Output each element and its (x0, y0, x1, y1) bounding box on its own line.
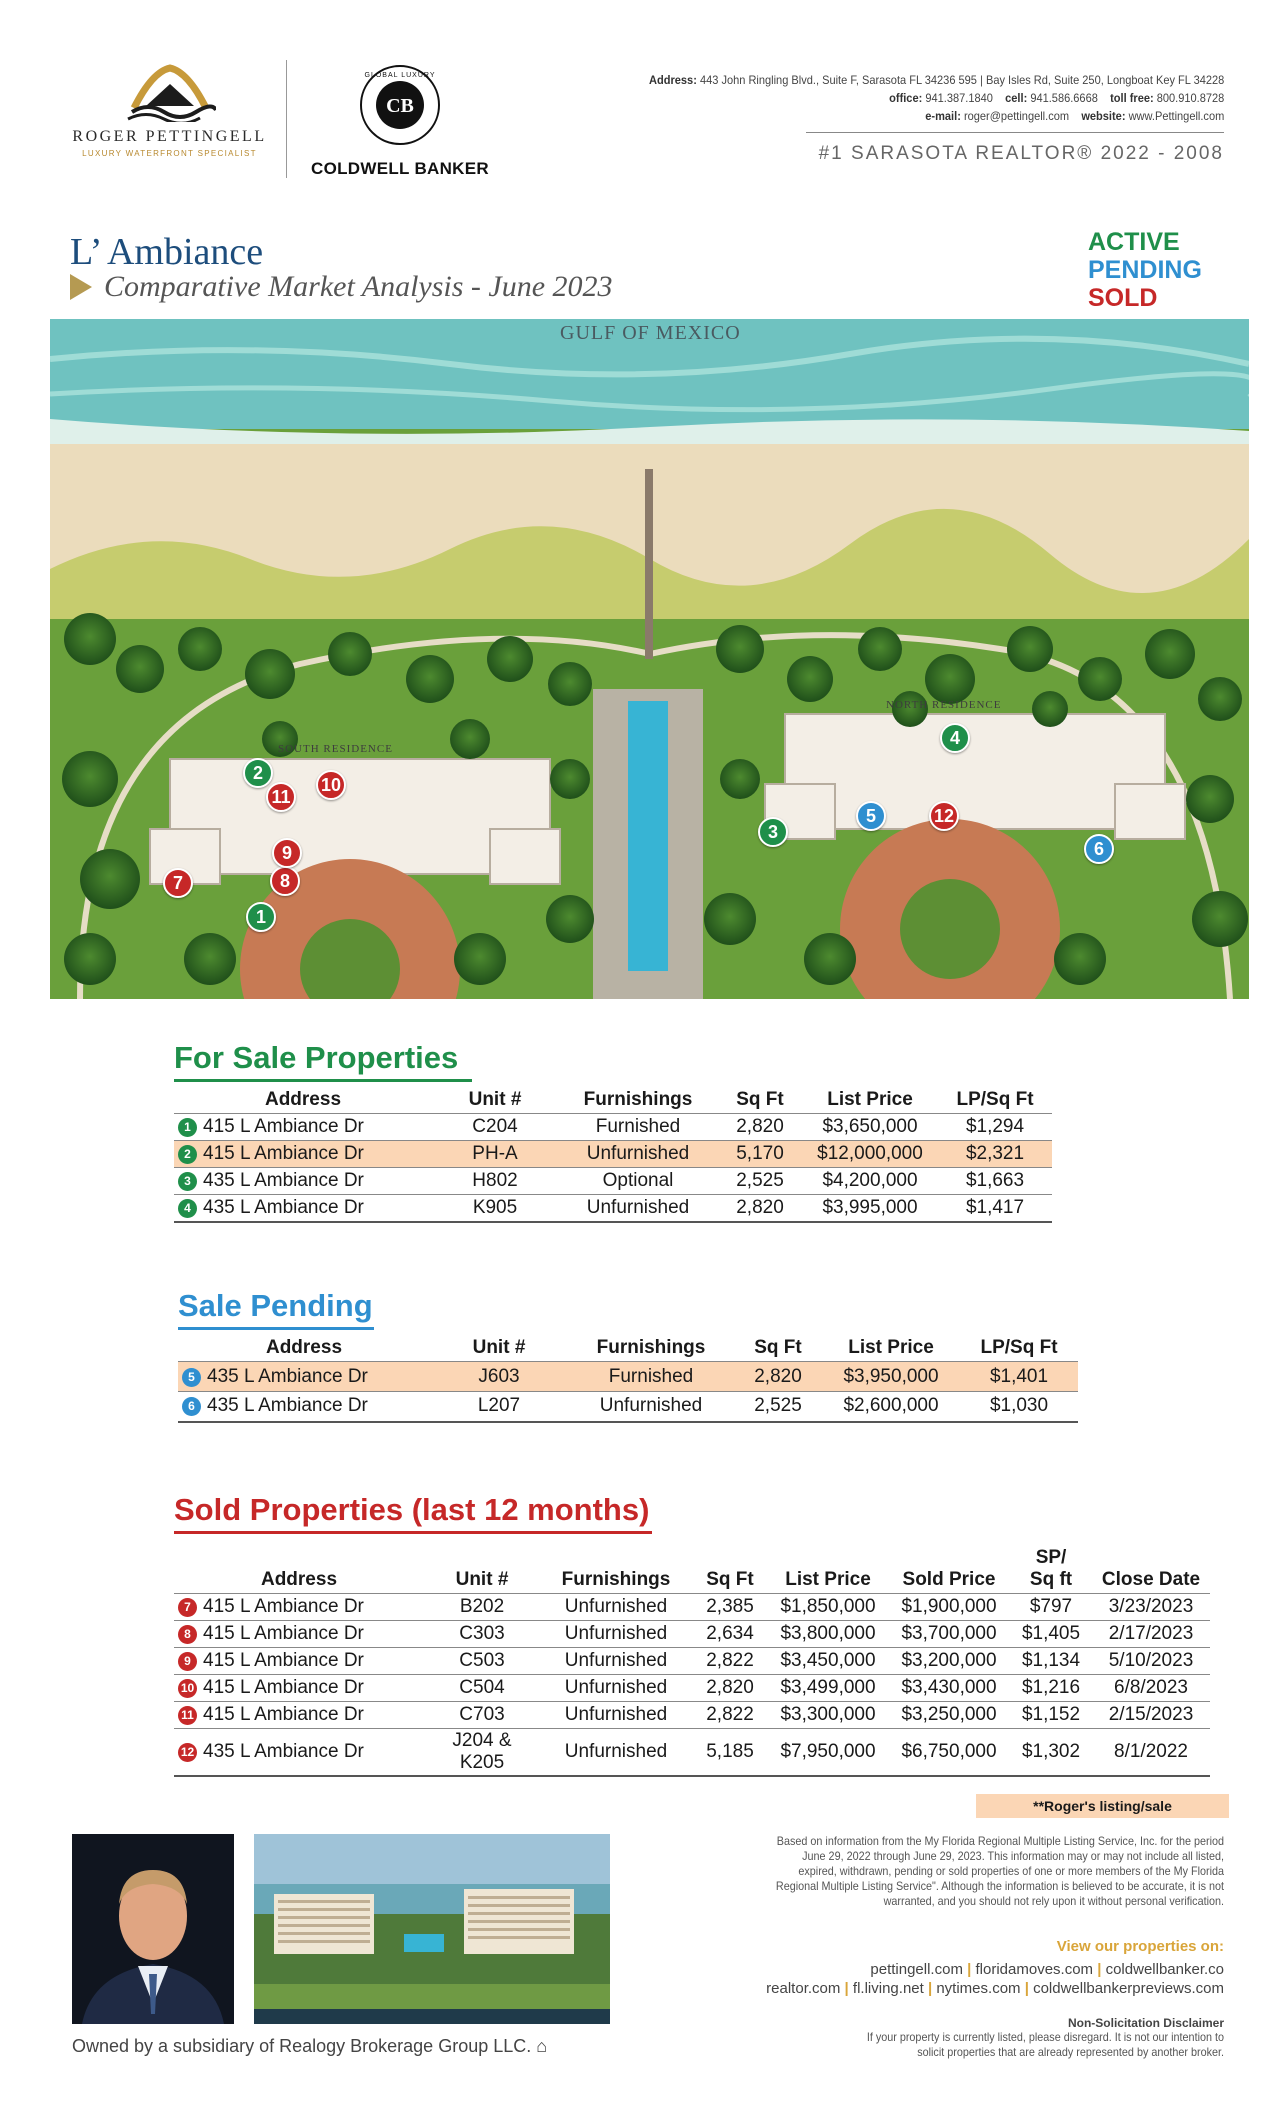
address-text: 435 L Ambiance Dr (207, 1365, 368, 1387)
close-date-cell: 2/15/2023 (1092, 1702, 1210, 1729)
site-plan-map (50, 319, 1249, 999)
col-list-price: List Price (785, 1569, 871, 1590)
logo-divider (286, 60, 287, 178)
col-close-date: Close Date (1101, 1569, 1201, 1590)
header (0, 0, 1280, 200)
south-residence-label: SOUTH RESIDENCE (278, 743, 393, 755)
list-price-cell: $3,499,000 (768, 1675, 888, 1702)
rogers-listing-note: **Roger's listing/sale (976, 1794, 1229, 1818)
sqft-cell: 2,634 (692, 1621, 768, 1648)
address-cell (174, 1675, 424, 1702)
sold-price-cell: $3,200,000 (888, 1648, 1010, 1675)
furnishings-cell: Unfurnished (558, 1141, 718, 1168)
list-price-cell: $3,950,000 (822, 1362, 960, 1392)
cell-phone: 941.586.6668 (1030, 91, 1098, 105)
table-row (174, 1648, 1210, 1675)
agent-portrait-image (72, 1834, 234, 2024)
link-cb-previews[interactable]: coldwellbankerpreviews.com (1033, 1980, 1224, 1997)
marker-7[interactable]: 7 (163, 868, 193, 898)
furnishings-cell: Optional (558, 1168, 718, 1195)
table-row (178, 1392, 1078, 1422)
sold-price-cell: $1,900,000 (888, 1594, 1010, 1621)
furnishings-cell: Unfurnished (540, 1594, 692, 1621)
site-plan-illustration (50, 319, 1249, 999)
lp-sqft-cell: $1,417 (938, 1195, 1052, 1222)
col-furnishings: Furnishings (583, 1089, 693, 1110)
link-realtor[interactable]: realtor.com (766, 1980, 841, 1997)
marker-badge: 5 (182, 1368, 201, 1387)
close-date-cell: 8/1/2022 (1092, 1729, 1210, 1777)
roger-pettingell-logo (62, 62, 277, 182)
legend-sold: SOLD (1088, 284, 1158, 312)
global-luxury-seal-icon (359, 64, 441, 146)
col-unit: Unit # (468, 1089, 522, 1110)
website-label: website: (1081, 109, 1126, 123)
svg-text:CB: CB (386, 95, 414, 117)
col-address: Address (264, 1089, 342, 1110)
tollfree-label: toll free: (1109, 91, 1154, 105)
address-text: 435 L Ambiance Dr (203, 1741, 364, 1762)
address-text: 415 L Ambiance Dr (203, 1596, 364, 1617)
col-sold-price: Sold Price (902, 1569, 996, 1590)
address-cell (174, 1621, 424, 1648)
address-label: Address: (648, 73, 697, 87)
unit-cell: C303 (424, 1621, 540, 1648)
for-sale-title: For Sale Properties (174, 1040, 459, 1075)
marker-badge: 6 (182, 1397, 201, 1416)
pending-title: Sale Pending (178, 1288, 373, 1323)
list-price-cell: $3,450,000 (768, 1648, 888, 1675)
furnishings-cell: Unfurnished (540, 1729, 692, 1777)
address-cell (174, 1168, 432, 1195)
sp-sqft-cell: $1,216 (1010, 1675, 1092, 1702)
marker-5[interactable]: 5 (856, 801, 886, 831)
sold-title: Sold Properties (last 12 months) (174, 1492, 650, 1527)
unit-cell: PH-A (432, 1141, 558, 1168)
col-unit: Unit # (455, 1569, 509, 1590)
agent-portrait (72, 1834, 234, 2024)
marker-8[interactable]: 8 (270, 866, 300, 896)
status-legend (1088, 228, 1202, 312)
marker-12[interactable]: 12 (929, 801, 959, 831)
address-text: 435 L Ambiance Dr (203, 1196, 364, 1218)
link-pettingell[interactable]: pettingell.com (870, 1961, 963, 1978)
sp-sqft-cell: $1,302 (1010, 1729, 1092, 1777)
lp-sqft-cell: $1,294 (938, 1114, 1052, 1141)
col-sqft: Sq Ft (754, 1337, 802, 1358)
table-header-row (174, 1545, 1210, 1594)
seal-text: GLOBAL LUXURY (364, 72, 436, 79)
list-price-cell: $3,800,000 (768, 1621, 888, 1648)
marker-badge: 4 (178, 1199, 197, 1218)
tollfree-phone: 800.910.8728 (1156, 91, 1224, 105)
non-solicitation-title: Non-Solicitation Disclaimer (1067, 2016, 1224, 2030)
marker-9[interactable]: 9 (272, 838, 302, 868)
link-coldwellbanker[interactable]: coldwellbanker.co (1105, 1961, 1224, 1978)
brand-name: ROGER PETTINGELL (72, 128, 267, 145)
col-address: Address (265, 1337, 343, 1358)
cell-label: cell: (1004, 91, 1027, 105)
brand-tagline: LUXURY WATERFRONT SPECIALIST (82, 149, 257, 158)
sqft-cell: 2,820 (718, 1114, 802, 1141)
marker-6[interactable]: 6 (1084, 834, 1114, 864)
house-wave-logo-icon (124, 62, 216, 122)
furnishings-cell: Unfurnished (540, 1675, 692, 1702)
furnishings-cell: Unfurnished (540, 1648, 692, 1675)
property-links: pettingell.com | floridamoves.com | coldwellbanker.co realtor.com | fl.living.net | nytimes.com | coldwellbankerpreviews.com (766, 1961, 1224, 1997)
link-fl-living[interactable]: fl.living.net (852, 1980, 924, 1997)
ownership-text: Owned by a subsidiary of Realogy Brokerage Group LLC. (72, 2036, 532, 2056)
col-sp-sqft (1010, 1545, 1092, 1594)
lp-sqft-cell: $1,663 (938, 1168, 1052, 1195)
table-header-row (174, 1087, 1052, 1114)
marker-badge: 8 (178, 1625, 197, 1644)
marker-badge: 7 (178, 1598, 197, 1617)
non-solicitation-text: If your property is currently listed, please disregard. It is not our intention to solicit properties that are already represented by another broker. (866, 2030, 1224, 2059)
sqft-cell: 5,185 (692, 1729, 768, 1777)
header-rule (806, 132, 1224, 133)
marker-badge: 12 (178, 1743, 197, 1762)
address-cell (174, 1141, 432, 1168)
address-text: 415 L Ambiance Dr (203, 1143, 364, 1164)
close-date-cell: 2/17/2023 (1092, 1621, 1210, 1648)
unit-cell: C204 (432, 1114, 558, 1141)
furnishings-cell: Furnished (568, 1362, 734, 1392)
sold-price-cell: $3,430,000 (888, 1675, 1010, 1702)
address-text: 415 L Ambiance Dr (203, 1704, 364, 1725)
col-furnishings: Furnishings (561, 1569, 671, 1590)
website-link[interactable]: www.Pettingell.com (1128, 109, 1224, 123)
equal-housing-icon: ⌂ (536, 2036, 548, 2056)
list-price-cell: $4,200,000 (802, 1168, 938, 1195)
unit-cell: L207 (430, 1392, 568, 1422)
table-row (174, 1195, 1052, 1222)
table-row-highlighted (178, 1362, 1078, 1392)
table-row (174, 1114, 1052, 1141)
unit-cell: C703 (424, 1702, 540, 1729)
close-date-cell: 3/23/2023 (1092, 1594, 1210, 1621)
marker-badge: 1 (178, 1118, 197, 1137)
list-price-cell: $3,300,000 (768, 1702, 888, 1729)
sqft-cell: 2,525 (718, 1168, 802, 1195)
sp-sqft-cell: $1,405 (1010, 1621, 1092, 1648)
col-sqft: Sq Ft (706, 1569, 754, 1590)
arrow-right-icon (70, 274, 92, 300)
table-row (174, 1702, 1210, 1729)
office-phone: 941.387.1840 (925, 91, 993, 105)
sp-sqft-cell: $1,152 (1010, 1702, 1092, 1729)
close-date-cell: 5/10/2023 (1092, 1648, 1210, 1675)
col-address: Address (260, 1569, 338, 1590)
address-cell (174, 1594, 424, 1621)
table-row-highlighted (174, 1141, 1052, 1168)
for-sale-table (174, 1087, 1052, 1223)
col-sp-sqft-line2: Sq ft (1029, 1569, 1073, 1590)
table-row (174, 1729, 1210, 1777)
subtitle-text: Comparative Market Analysis - June 2023 (104, 270, 613, 303)
page-title: L’ Ambiance (70, 231, 264, 273)
sold-table (174, 1545, 1210, 1777)
lp-sqft-cell: $1,401 (960, 1362, 1078, 1392)
list-price-cell: $12,000,000 (802, 1141, 938, 1168)
address-cell (174, 1114, 432, 1141)
north-residence-label: NORTH RESIDENCE (886, 699, 1002, 711)
sp-sqft-cell: $797 (1010, 1594, 1092, 1621)
sold-underline (174, 1531, 652, 1534)
lp-sqft-cell: $2,321 (938, 1141, 1052, 1168)
marker-badge: 11 (178, 1706, 197, 1725)
marker-1[interactable]: 1 (246, 902, 276, 932)
ranking-text: #1 SARASOTA REALTOR® 2022 - 2008 (818, 143, 1224, 164)
col-list-price: List Price (848, 1337, 934, 1358)
marker-4[interactable]: 4 (940, 723, 970, 753)
address-cell (178, 1392, 430, 1422)
close-date-cell: 6/8/2023 (1092, 1675, 1210, 1702)
sqft-cell: 2,525 (734, 1392, 822, 1422)
address-cell (178, 1362, 430, 1392)
pending-underline (178, 1327, 374, 1330)
sqft-cell: 5,170 (718, 1141, 802, 1168)
furnishings-cell: Unfurnished (558, 1195, 718, 1222)
marker-10[interactable]: 10 (316, 770, 346, 800)
list-price-cell: $1,850,000 (768, 1594, 888, 1621)
lp-sqft-cell: $1,030 (960, 1392, 1078, 1422)
coldwell-banker-logo (300, 64, 500, 180)
table-header-row (178, 1335, 1078, 1362)
legend-active: ACTIVE (1088, 228, 1180, 256)
list-price-cell: $3,650,000 (802, 1114, 938, 1141)
office-address: 443 John Ringling Blvd., Suite F, Sarasota FL 34236 595 | Bay Isles Rd, Suite 250, Longboat Key FL 34228 (699, 73, 1224, 87)
contact-block (649, 71, 1224, 125)
table-row (174, 1168, 1052, 1195)
unit-cell: H802 (432, 1168, 558, 1195)
marker-badge: 9 (178, 1652, 197, 1671)
address-cell (174, 1702, 424, 1729)
marker-11[interactable]: 11 (266, 782, 296, 812)
col-sp-sqft-line1: SP/ (1035, 1547, 1067, 1568)
page-subtitle (70, 270, 613, 304)
sold-price-cell: $6,750,000 (888, 1729, 1010, 1777)
sqft-cell: 2,820 (734, 1362, 822, 1392)
address-cell (174, 1195, 432, 1222)
unit-cell: J603 (430, 1362, 568, 1392)
sp-sqft-cell: $1,134 (1010, 1648, 1092, 1675)
marker-2[interactable]: 2 (243, 758, 273, 788)
furnishings-cell: Unfurnished (568, 1392, 734, 1422)
sqft-cell: 2,822 (692, 1648, 768, 1675)
link-nytimes[interactable]: nytimes.com (936, 1980, 1021, 1997)
address-text: 415 L Ambiance Dr (203, 1677, 364, 1698)
mls-disclaimer: Based on information from the My Florida Regional Multiple Listing Service, Inc. for the period June 29, 2022 through June 29, 2023. This information may or may not include all listed, expired, withdrawn, pending or sold properties of one or more members of the My Florida Regional Multiple Listing Service". Although the information is believed to be accurate, it is not warranted, and you should not rely upon it without personal verification. (775, 1834, 1224, 1908)
address-text: 435 L Ambiance Dr (207, 1395, 368, 1417)
cb-name: COLDWELL BANKER (311, 159, 489, 178)
for-sale-underline (174, 1079, 472, 1082)
unit-cell: J204 & K205 (424, 1729, 540, 1777)
furnishings-cell: Furnished (558, 1114, 718, 1141)
list-price-cell: $3,995,000 (802, 1195, 938, 1222)
sold-price-cell: $3,700,000 (888, 1621, 1010, 1648)
address-cell (174, 1648, 424, 1675)
table-row (174, 1594, 1210, 1621)
email-link[interactable]: roger@pettingell.com (963, 109, 1069, 123)
col-lp-sqft: LP/Sq Ft (956, 1089, 1034, 1110)
link-floridamoves[interactable]: floridamoves.com (975, 1961, 1094, 1978)
unit-cell: K905 (432, 1195, 558, 1222)
address-text: 415 L Ambiance Dr (203, 1116, 364, 1137)
marker-badge: 10 (178, 1679, 197, 1698)
col-furnishings: Furnishings (596, 1337, 706, 1358)
email-label: e-mail: (924, 109, 961, 123)
col-lp-sqft: LP/Sq Ft (980, 1337, 1058, 1358)
unit-cell: C504 (424, 1675, 540, 1702)
address-text: 415 L Ambiance Dr (203, 1623, 364, 1644)
col-unit: Unit # (472, 1337, 526, 1358)
marker-3[interactable]: 3 (758, 817, 788, 847)
address-cell (174, 1729, 424, 1777)
list-price-cell: $2,600,000 (822, 1392, 960, 1422)
col-sqft: Sq Ft (736, 1089, 784, 1110)
sqft-cell: 2,820 (692, 1675, 768, 1702)
sqft-cell: 2,385 (692, 1594, 768, 1621)
unit-cell: B202 (424, 1594, 540, 1621)
list-price-cell: $7,950,000 (768, 1729, 888, 1777)
furnishings-cell: Unfurnished (540, 1621, 692, 1648)
col-list-price: List Price (827, 1089, 913, 1110)
sqft-cell: 2,822 (692, 1702, 768, 1729)
furnishings-cell: Unfurnished (540, 1702, 692, 1729)
building-photo (254, 1834, 610, 2024)
marker-badge: 3 (178, 1172, 197, 1191)
view-properties-label: View our properties on: (1056, 1938, 1224, 1955)
legend-pending: PENDING (1088, 256, 1202, 284)
ownership-note (72, 2036, 547, 2057)
gulf-label: GULF OF MEXICO (560, 322, 741, 344)
address-text: 435 L Ambiance Dr (203, 1170, 364, 1191)
unit-cell: C503 (424, 1648, 540, 1675)
table-row (174, 1675, 1210, 1702)
address-text: 415 L Ambiance Dr (203, 1650, 364, 1671)
office-label: office: (888, 91, 922, 105)
pending-table (178, 1335, 1078, 1423)
building-photo-image (254, 1834, 610, 2024)
sold-price-cell: $3,250,000 (888, 1702, 1010, 1729)
sqft-cell: 2,820 (718, 1195, 802, 1222)
table-row (174, 1621, 1210, 1648)
marker-badge: 2 (178, 1145, 197, 1164)
